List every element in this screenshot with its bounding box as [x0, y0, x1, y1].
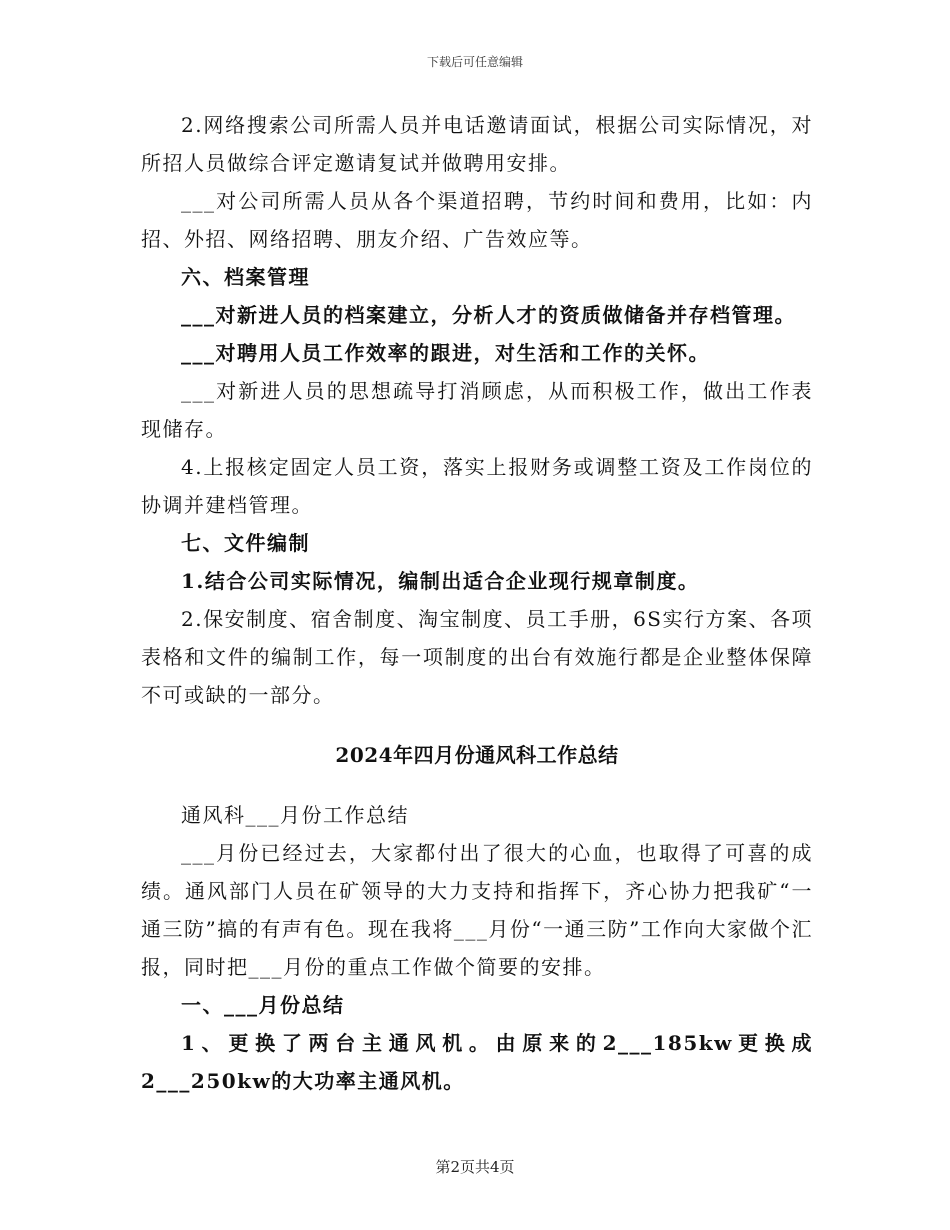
paragraph: 一、___月份总结 [181, 993, 345, 1017]
section-title: 2024年四月份通风科工作总结 [335, 743, 619, 767]
page-header: 下载后可任意编辑 [426, 55, 523, 69]
paragraph: 六、档案管理 [181, 265, 310, 289]
paragraph: 2.保安制度、宿舍制度、淘宝制度、员工手册，6S实行方案、各项表格和文件的编制工作，每一项制度的出台有效施行都是企业整体保障不可或缺的一部分。 [141, 607, 814, 707]
paragraph: ___对新进人员的档案建立，分析人才的资质做储备并存档管理。 [181, 303, 796, 327]
top-paragraphs [141, 106, 813, 714]
paragraph: ___月份已经过去，大家都付出了很大的心血，也取得了可喜的成绩。通风部门人员在矿领导的大力支持和指挥下，齐心协力把我矿“一通三防”搞的有声有色。现在我将___月份“一通三防”工作向大家做个汇报，同时把___月份的重点工作做个简要的安排。 [141, 841, 813, 979]
document-body [141, 106, 813, 1100]
paragraph: ___对聘用人员工作效率的跟进，对生活和工作的关怀。 [181, 341, 710, 365]
paragraph: ___对新进人员的思想疏导打消顾虑，从而积极工作，做出工作表现储存。 [141, 379, 813, 441]
paragraph: ___对公司所需人员从各个渠道招聘，节约时间和费用，比如：内招、外招、网络招聘、朋友介绍、广告效应等。 [141, 189, 813, 251]
page-footer: 第2页共4页 [435, 1158, 515, 1176]
paragraph: 1、更换了两台主通风机。由原来的2___185kw更换成2___250kw的大功率主通风机。 [141, 1031, 813, 1093]
bottom-paragraphs [141, 796, 813, 1100]
paragraph: 4.上报核定固定人员工资，落实上报财务或调整工资及工作岗位的协调并建档管理。 [141, 455, 813, 517]
paragraph: 1.结合公司实际情况，编制出适合企业现行规章制度。 [181, 569, 700, 593]
paragraph: 通风科___月份工作总结 [181, 803, 409, 827]
paragraph: 七、文件编制 [181, 531, 310, 555]
paragraph: 2.网络搜索公司所需人员并电话邀请面试，根据公司实际情况，对所招人员做综合评定邀请复试并做聘用安排。 [141, 113, 813, 175]
